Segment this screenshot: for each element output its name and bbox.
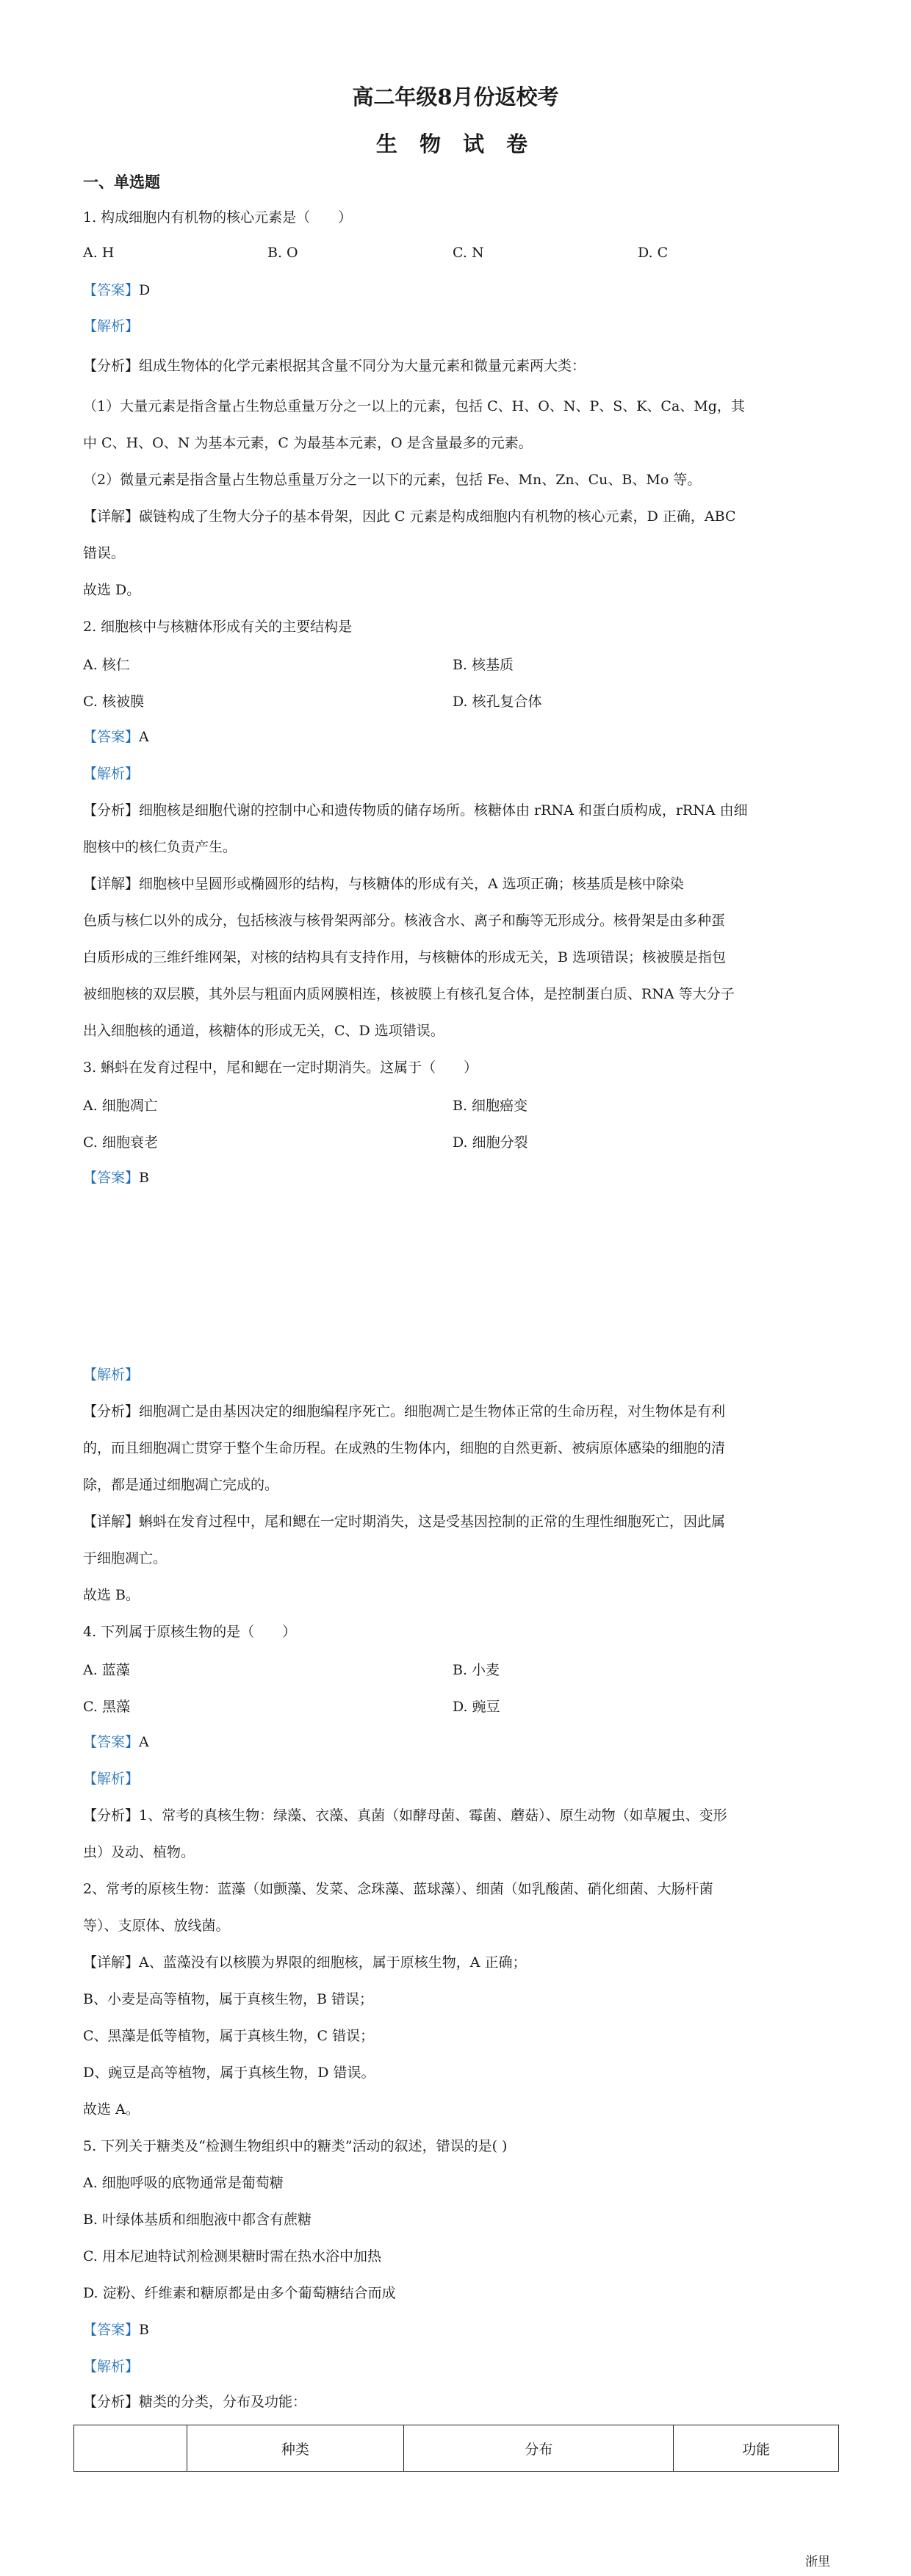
q1-choose: 故选 D。 bbox=[83, 582, 141, 598]
q1-answer: 【答案】D bbox=[83, 282, 151, 298]
q2-detail-5: 出入细胞核的通道，核糖体的形成无关，C、D 选项错误。 bbox=[83, 1023, 444, 1039]
table-header-row bbox=[74, 2425, 839, 2472]
q3-choose: 故选 B。 bbox=[83, 1587, 140, 1603]
q2-option-a: A. 核仁 bbox=[83, 657, 130, 673]
q3-option-c: C. 细胞衰老 bbox=[83, 1134, 158, 1151]
q2-analysis: 【分析】细胞核是细胞代谢的控制中心和遗传物质的储存场所。核糖体由 rRNA 和蛋白质构成，rRNA 由细 bbox=[83, 802, 748, 819]
q1-option-a: A. H bbox=[83, 245, 115, 261]
table-header-distribution: 分布 bbox=[404, 2425, 674, 2472]
q5-option-b: B. 叶绿体基质和细胞液中都含有蔗糖 bbox=[83, 2212, 312, 2228]
q3-jiexi-label: 【解析】 bbox=[83, 1367, 140, 1383]
q1-stem: 1. 构成细胞内有机物的核心元素是（ ） bbox=[83, 209, 353, 226]
q4-stem: 4. 下列属于原核生物的是（ ） bbox=[83, 1624, 297, 1640]
q5-answer: 【答案】B bbox=[83, 2322, 149, 2338]
q4-detail-4: D、豌豆是高等植物，属于真核生物，D 错误。 bbox=[83, 2065, 375, 2081]
q1-option-c: C. N bbox=[453, 245, 484, 261]
table-header-function: 功能 bbox=[674, 2425, 839, 2472]
q4-detail: 【详解】A、蓝藻没有以核膜为界限的细胞核，属于原核生物，A 正确； bbox=[83, 1954, 527, 1971]
q2-option-b: B. 核基质 bbox=[453, 657, 514, 673]
page-subtitle: 生 物 试 卷 bbox=[375, 132, 536, 156]
q4-option-d: D. 豌豆 bbox=[453, 1699, 500, 1715]
q1-option-d: D. C bbox=[638, 245, 669, 261]
q3-analysis-3: 除，都是通过细胞凋亡完成的。 bbox=[83, 1477, 279, 1493]
q2-jiexi-label: 【解析】 bbox=[83, 766, 140, 782]
q5-stem: 5. 下列关于糖类及“检测生物组织中的糖类”活动的叙述，错误的是( ) bbox=[83, 2138, 508, 2154]
q5-option-c: C. 用本尼迪特试剂检测果糖时需在热水浴中加热 bbox=[83, 2248, 381, 2264]
q3-stem: 3. 蝌蚪在发育过程中，尾和鳃在一定时期消失。这属于（ ） bbox=[83, 1059, 478, 1076]
q5-analysis: 【分析】糖类的分类，分布及功能： bbox=[83, 2394, 307, 2410]
q4-analysis-3: 2、常考的原核生物：蓝藻（如颤藻、发菜、念珠藻、蓝球藻）、细菌（如乳酸菌、硝化细菌、大肠杆菌 bbox=[83, 1881, 713, 1897]
section-title: 一、单选题 bbox=[83, 173, 160, 191]
q3-option-b: B. 细胞癌变 bbox=[453, 1098, 528, 1114]
q1-analysis-p1: （1）大量元素是指含量占生物总重量万分之一以上的元素，包括 C、H、O、N、P、S、K、Ca、Mg，其 bbox=[83, 398, 745, 414]
q5-option-d: D. 淀粉、纤维素和糖原都是由多个葡萄糖结合而成 bbox=[83, 2285, 396, 2301]
q3-analysis-2: 的，而且细胞凋亡贯穿于整个生命历程。在成熟的生物体内，细胞的自然更新、被病原体感染的细胞的清 bbox=[83, 1440, 726, 1456]
q3-analysis: 【分析】细胞凋亡是由基因决定的细胞编程序死亡。细胞凋亡是生物体正常的生命历程，对生物体是有利 bbox=[83, 1403, 726, 1420]
q2-analysis-cont: 胞核中的核仁负责产生。 bbox=[83, 839, 237, 855]
q5-jiexi-label: 【解析】 bbox=[83, 2359, 140, 2375]
q3-option-d: D. 细胞分裂 bbox=[453, 1134, 528, 1151]
q4-option-c: C. 黑藻 bbox=[83, 1699, 130, 1715]
page-title: 高二年级8月份返校考 bbox=[352, 84, 559, 109]
page-footer: 浙里 bbox=[805, 2555, 830, 2569]
q3-answer: 【答案】B bbox=[83, 1170, 149, 1186]
q4-answer: 【答案】A bbox=[83, 1734, 149, 1750]
q4-jiexi-label: 【解析】 bbox=[83, 1771, 140, 1787]
q1-detail: 【详解】碳链构成了生物大分子的基本骨架，因此 C 元素是构成细胞内有机物的核心元素，D 正确，ABC bbox=[83, 508, 736, 525]
q5-option-a: A. 细胞呼吸的底物通常是葡萄糖 bbox=[83, 2175, 284, 2191]
q2-option-c: C. 核被膜 bbox=[83, 694, 144, 710]
table-header-type: 种类 bbox=[187, 2425, 404, 2472]
answer-label: 【答案】 bbox=[83, 282, 140, 298]
table-header-blank bbox=[74, 2425, 187, 2472]
q2-stem: 2. 细胞核中与核糖体形成有关的主要结构是 bbox=[83, 619, 353, 635]
q1-detail-cont: 错误。 bbox=[83, 545, 126, 561]
q4-option-b: B. 小麦 bbox=[453, 1662, 500, 1678]
q2-detail-2: 色质与核仁以外的成分，包括核液与核骨架两部分。核液含水、离子和酶等无形成分。核骨架是由多种蛋 bbox=[83, 913, 726, 929]
q4-choose: 故选 A。 bbox=[83, 2101, 140, 2118]
q4-analysis-4: 等）、支原体、放线菌。 bbox=[83, 1918, 230, 1934]
q3-option-a: A. 细胞凋亡 bbox=[83, 1098, 158, 1114]
q4-analysis: 【分析】1、常考的真核生物：绿藻、衣藻、真菌（如酵母菌、霉菌、蘑菇）、原生动物（如草履虫、变形 bbox=[83, 1807, 727, 1824]
q3-detail: 【详解】蝌蚪在发育过程中，尾和鳃在一定时期消失，这是受基因控制的正常的生理性细胞死亡，因此属 bbox=[83, 1514, 726, 1530]
q1-analysis-p2: （2）微量元素是指含量占生物总重量万分之一以下的元素，包括 Fe、Mn、Zn、Cu、B、Mo 等。 bbox=[83, 472, 702, 488]
q2-detail-4: 被细胞核的双层膜，其外层与粗面内质网膜相连，核被膜上有核孔复合体，是控制蛋白质、RNA 等大分子 bbox=[83, 986, 735, 1002]
q1-jiexi-label: 【解析】 bbox=[83, 318, 140, 334]
q4-analysis-2: 虫）及动、植物。 bbox=[83, 1844, 195, 1860]
sugar-table bbox=[73, 2425, 839, 2472]
q1-analysis: 【分析】组成生物体的化学元素根据其含量不同分为大量元素和微量元素两大类： bbox=[83, 358, 586, 374]
q4-option-a: A. 蓝藻 bbox=[83, 1662, 130, 1678]
q2-answer: 【答案】A bbox=[83, 729, 149, 745]
q2-option-d: D. 核孔复合体 bbox=[453, 694, 542, 710]
q4-detail-3: C、黑藻是低等植物，属于真核生物，C 错误； bbox=[83, 2028, 375, 2044]
q2-detail-3: 白质形成的三维纤维网架，对核的结构具有支持作用，与核糖体的形成无关，B 选项错误；核被膜是指包 bbox=[83, 949, 727, 965]
q2-detail: 【详解】细胞核中呈圆形或椭圆形的结构，与核糖体的形成有关，A 选项正确；核基质是核中除染 bbox=[83, 876, 684, 892]
q1-analysis-p1-cont: 中 C、H、O、N 为基本元素，C 为最基本元素，O 是含量最多的元素。 bbox=[83, 435, 533, 451]
q4-detail-2: B、小麦是高等植物，属于真核生物，B 错误； bbox=[83, 1991, 373, 2007]
q3-detail-2: 于细胞凋亡。 bbox=[83, 1550, 168, 1566]
q1-option-b: B. O bbox=[267, 245, 298, 261]
